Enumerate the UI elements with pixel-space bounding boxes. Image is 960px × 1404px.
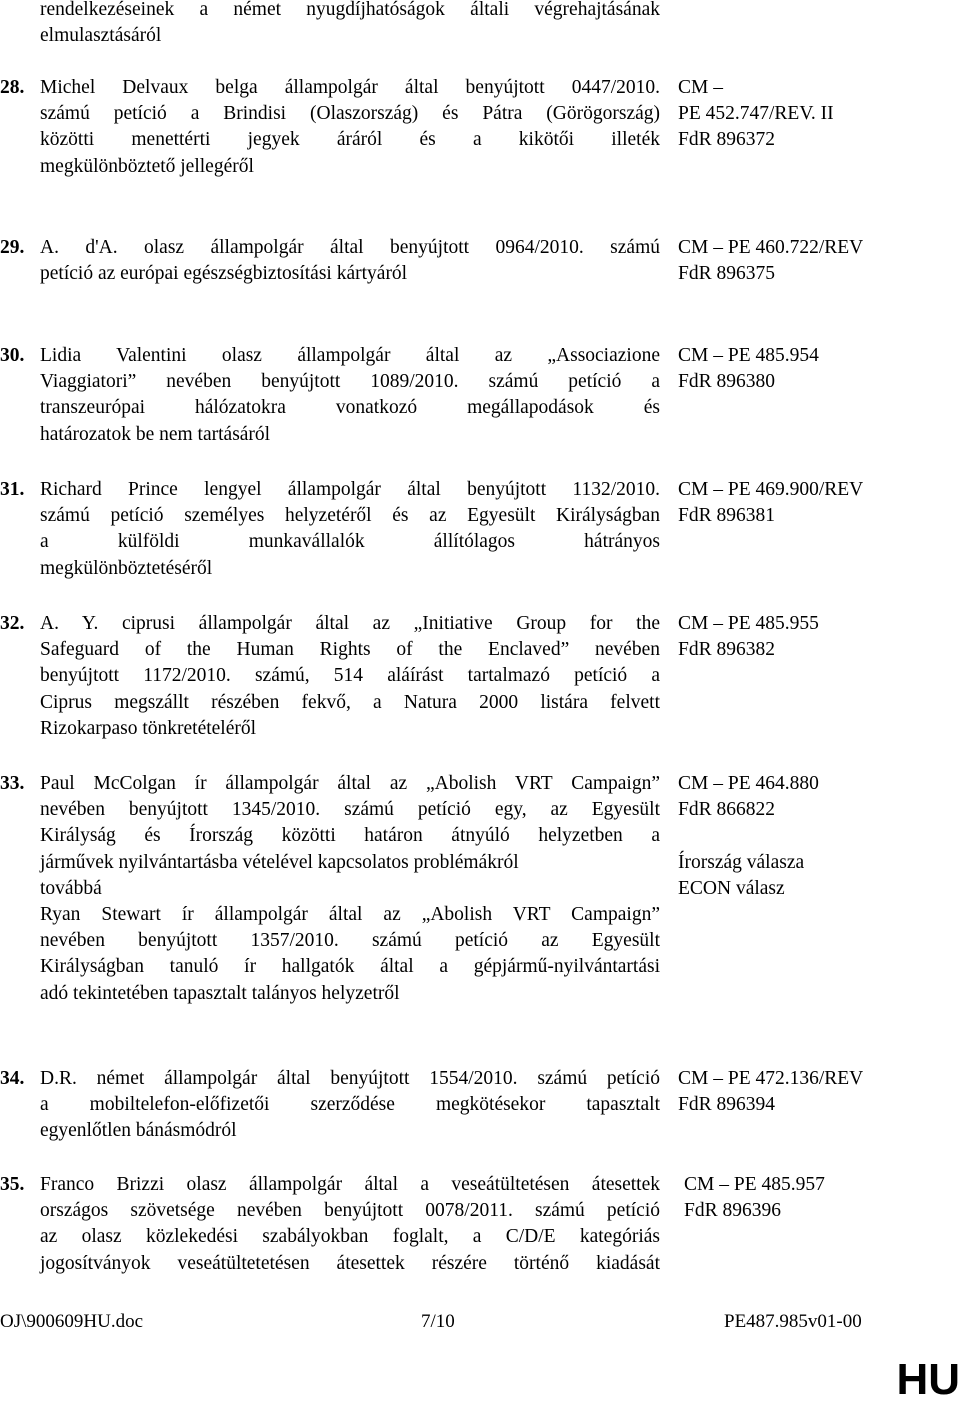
item-reference: CM – PE 460.722/REV FdR 896375 [678,237,864,285]
item-text: Lidia Valentini olasz állampolgár által az „Associazione Viaggiatori” nevében benyújtott 1089/2010. számú petíció a transzeurópai hálózatokra vonatkozó megállapodások és határozatok be nem tartásáról [40,345,660,445]
item-text: D.R. német állampolgár által benyújtott 1554/2010. számú petíció a mobiltelefon-előfizetői szerződése megkötésekor tapasztalt egyenlőtlen bánásmódról [40,1068,660,1142]
text-line: rendelkezéseinek a német nyugdíjhatóságok általi végrehajtásának [40,0,660,20]
footer-pe-ref: PE487.985v01-00 [724,1311,862,1332]
item-number: 31. [0,479,25,500]
item-text: A. d'A. olasz állampolgár által benyújtott 0964/2010. számú petíció az európai egészségbiztosítási kártyáról [40,237,660,285]
language-code: HU [896,1355,960,1404]
footer-page-number: 7/10 [421,1311,455,1332]
item-number: 35. [0,1174,25,1195]
item-reference: CM – PE 485.955 FdR 896382 [678,613,819,661]
item-text: Michel Delvaux belga állampolgár által benyújtott 0447/2010. számú petíció a Brindisi (Olaszország) és Pátra (Görögország) közötti menettérti jegyek áráról és a kikötői illeték megkülönböztető jellegéről [40,77,660,177]
item-reference: CM – PE 469.900/REV FdR 896381 [678,479,864,527]
item-reference: CM – PE 485.957 FdR 896396 [684,1174,825,1222]
item-reference: CM – PE 472.136/REV FdR 896394 [678,1068,864,1116]
item-reference: CM – PE 464.880 FdR 866822 Írország válasza ECON válasz [678,773,819,899]
item-reference: CM – PE 452.747/REV. II FdR 896372 [678,77,834,151]
item-number: 32. [0,613,25,634]
item-number: 34. [0,1068,25,1089]
page-footer [0,1311,960,1339]
item-number: 30. [0,345,25,366]
footer-doc-ref: OJ\900609HU.doc [0,1311,144,1332]
item-number: 28. [0,77,25,98]
item-text: A. Y. ciprusi állampolgár által az „Initiative Group for the Safeguard of the Human Rights of the Enclaved” nevében benyújtott 1172/2010. számú, 514 aláírást tartalmazó petíció a Ciprus megszállt részében fekvő, a Natura 2000 listára felvett Rizokarpaso tönkretételéről [40,613,660,739]
text-line: elmulasztásáról [40,25,162,47]
item-text: Franco Brizzi olasz állampolgár által a veseátültetésen átesettek országos szövetsége nevében benyújtott 0078/2011. számú petíció az olasz közlekedési szabályokban foglalt, a C/D/E kategóriás jogosítványok veseátültetetésen átesettek részére történő kiadását [40,1174,660,1274]
item-number: 33. [0,773,25,794]
item-text: Richard Prince lengyel állampolgár által benyújtott 1132/2010. számú petíció személyes helyzetéről és az Egyesült Királyságban a külföldi munkavállalók állítólagos hátrányos megkülönböztetéséről [40,479,660,579]
item-text: Paul McColgan ír állampolgár által az „Abolish VRT Campaign” nevében benyújtott 1345/2010. számú petíció egy, az Egyesült Királyság és Írország közötti határon átnyúló helyzetben a járművek nyilvántartásba vételével kapcsolatos problémákról továbbá Ryan Stewart ír állampolgár által az „Abolish VRT Campaign” nevében benyújtott 1357/2010. számú petíció az Egyesült Királyságban tanuló ír hallgatók által a gépjármű-nyilvántartási adó tekintetében tapasztalt talányos helyzetről [40,773,660,1004]
item-reference: CM – PE 485.954 FdR 896380 [678,345,819,393]
continued-paragraph [40,0,660,49]
item-number: 29. [0,237,25,258]
